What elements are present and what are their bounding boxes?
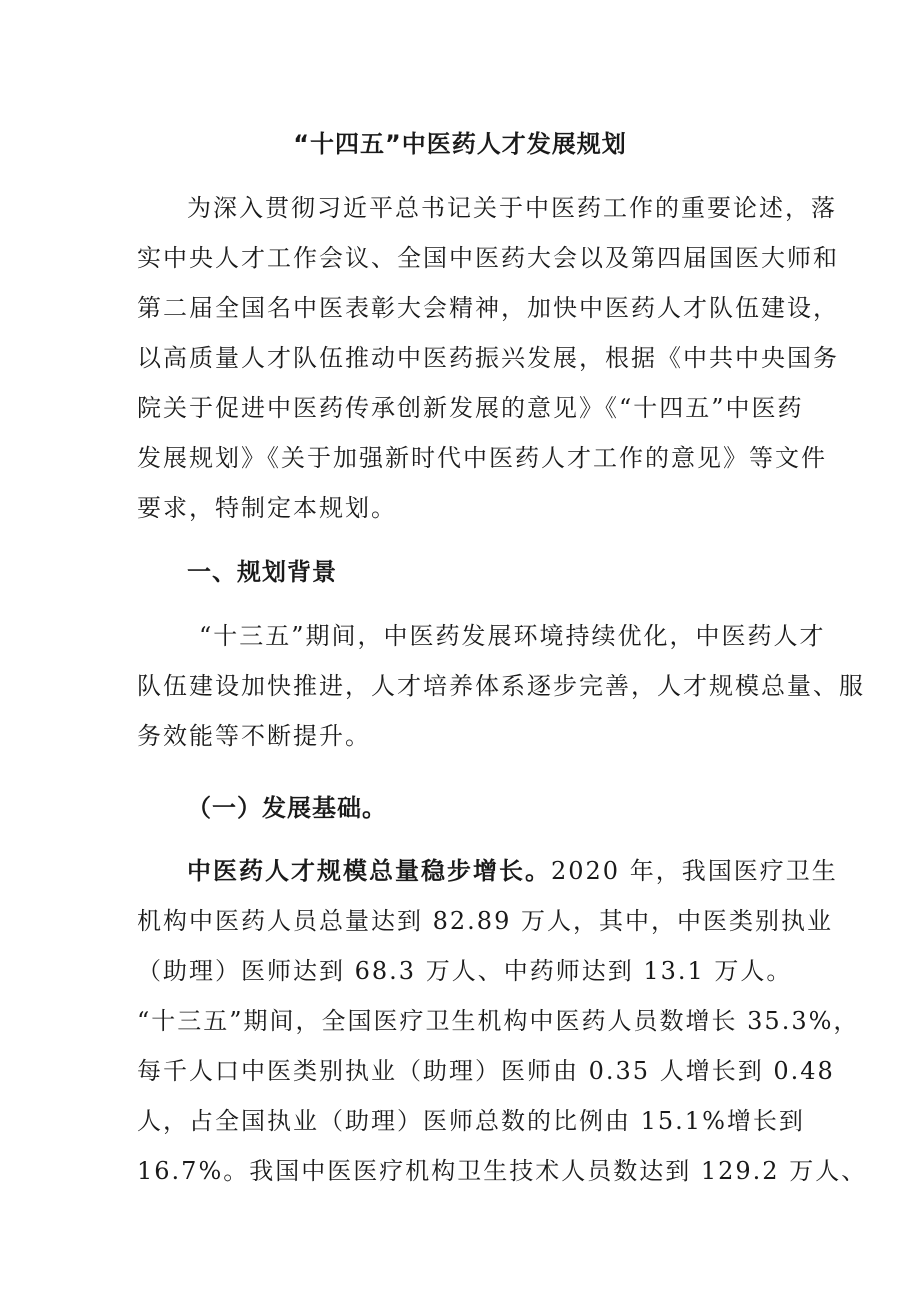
- paragraph-lead: 中医药人才规模总量稳步增长。: [187, 857, 551, 885]
- paragraph-first-rest: 2020 年，我国医疗卫生: [551, 857, 838, 885]
- section-paragraph-line: 队伍建设加快推进，人才培养体系逐步完善，人才规模总量、服: [137, 672, 865, 700]
- paragraph-line: 每千人口中医类别执业（助理）医师由 0.35 人增长到 0.48: [137, 1057, 835, 1085]
- section-paragraph-line: 务效能等不断提升。: [137, 722, 371, 750]
- intro-line: 以高质量人才队伍推动中医药振兴发展，根据《中共中央国务: [137, 344, 839, 372]
- subsection-heading: （一）发展基础。: [187, 794, 387, 822]
- section-paragraph-line: “十三五”期间，中医药发展环境持续优化，中医药人才: [199, 622, 826, 650]
- section-heading: 一、规划背景: [187, 558, 337, 586]
- paragraph-line: （助理）医师达到 68.3 万人、中药师达到 13.1 万人。: [137, 957, 793, 985]
- intro-line: 第二届全国名中医表彰大会精神，加快中医药人才队伍建设，: [137, 294, 839, 322]
- paragraph-line: “十三五”期间，全国医疗卫生机构中医药人员数增长 35.3%，: [137, 1007, 860, 1035]
- paragraph-line: 16.7%。我国中医医疗机构卫生技术人员数达到 129.2 万人、: [137, 1157, 868, 1185]
- paragraph-first-line: [187, 855, 838, 887]
- intro-line: 为深入贯彻习近平总书记关于中医药工作的重要论述，落: [187, 194, 837, 222]
- document-title: “十四五”中医药人才发展规划: [293, 130, 627, 158]
- intro-line: 院关于促进中医药传承创新发展的意见》《“十四五”中医药: [137, 394, 804, 422]
- paragraph-line: 人，占全国执业（助理）医师总数的比例由 15.1%增长到: [137, 1107, 805, 1135]
- paragraph-line: 机构中医药人员总量达到 82.89 万人，其中，中医类别执业: [137, 907, 833, 935]
- intro-line: 实中央人才工作会议、全国中医药大会以及第四届国医大师和: [137, 244, 839, 272]
- intro-line: 要求，特制定本规划。: [137, 494, 397, 522]
- intro-line: 发展规划》《关于加强新时代中医药人才工作的意见》等文件: [137, 444, 827, 472]
